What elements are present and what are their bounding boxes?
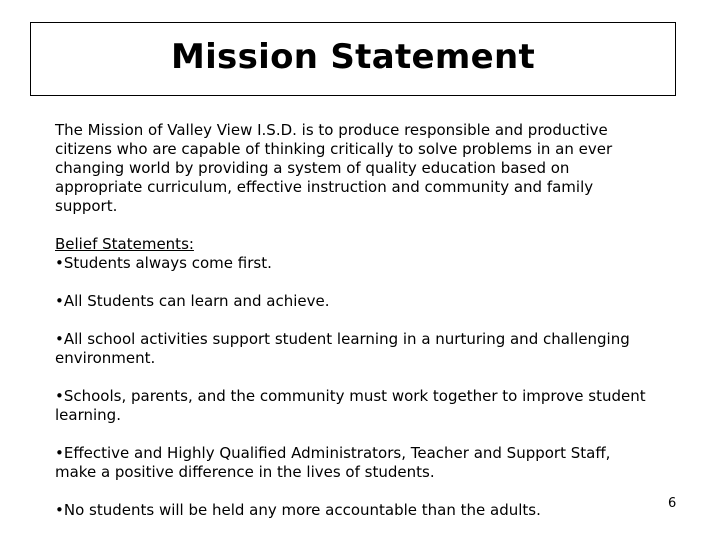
title-box xyxy=(30,22,676,96)
page-number: 6 xyxy=(668,496,677,511)
belief-item: •Students always come first. xyxy=(55,254,272,272)
belief-item: •Effective and Highly Qualified Administrators, Teacher and Support Staff, make a positive difference in the lives of students. xyxy=(55,444,611,481)
belief-item: •Schools, parents, and the community must work together to improve student learning. xyxy=(55,387,646,424)
belief-item: •No students will be held any more accountable than the adults. xyxy=(55,501,541,519)
mission-text: The Mission of Valley View I.S.D. is to produce responsible and productive citizens who are capable of thinking critically to solve problems in an ever changing world by providing a system of quality education based on appropriate curriculum, effective instruction and community and family support. xyxy=(55,121,613,215)
slide-content xyxy=(55,121,655,539)
beliefs-heading: Belief Statements: xyxy=(55,235,194,253)
belief-item: •All school activities support student learning in a nurturing and challenging environment. xyxy=(55,330,630,367)
page-title: Mission Statement xyxy=(170,37,536,77)
belief-item: •All Students can learn and achieve. xyxy=(55,292,330,310)
